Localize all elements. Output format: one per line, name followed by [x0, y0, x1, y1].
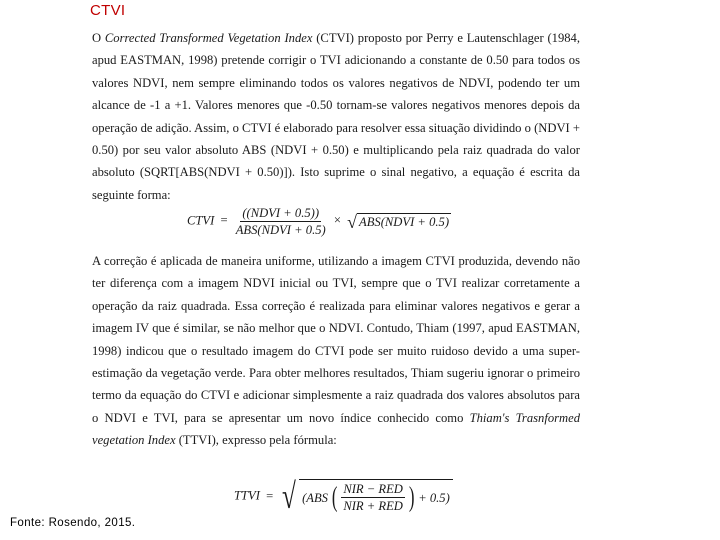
ctvi-eq-sqrt — [347, 213, 451, 231]
sqrt-icon: √ — [347, 211, 358, 232]
ctvi-eq-fraction — [234, 206, 328, 237]
p1-start: O — [92, 31, 105, 45]
p2-italic-term: Thiam's Trasnformed vegetation Index — [92, 410, 580, 448]
ttvi-eq-sqrt — [279, 478, 452, 514]
ttvi-eq-plus: + 0.5) — [418, 490, 450, 505]
ctvi-eq-equals: = — [220, 213, 228, 228]
right-paren-icon: ) — [408, 481, 415, 513]
ttvi-eq-lhs: TTVI — [234, 488, 260, 503]
ttvi-eq-fraction — [341, 482, 405, 513]
paragraph-ctvi-intro — [92, 27, 580, 206]
paragraph-ttvi — [92, 250, 580, 452]
p2-end: (TTVI), expresso pela fórmula: — [175, 433, 337, 448]
ttvi-eq-equals: = — [266, 488, 274, 503]
ttvi-eq-radicand — [299, 479, 453, 513]
p1-italic-term: Corrected Transformed Vegetation Index — [104, 31, 313, 45]
ctvi-equation — [187, 206, 451, 237]
p2-start: A correção é aplicada de maneira uniforme, utilizando a imagem CTVI produzida, devendo não ter diferença com a imagem NDVI inicial ou TVI, sempre que o TVI realizar corretamente a operação da raiz quadrada. Essa correção é realizada para eliminar valores negativos e gerar a imagem IV que é similar, se não melhor que o NDVI. Contudo, Thiam (1997, apud EASTMAN, 1998) indicou que o resultado imagem do CTVI pode ser muito ruidoso devido a uma super-estimação da vegetação verde. Para obter melhores resultados, Thiam sugeriu ignorar o primeiro termo da equação do CTVI e adicionar simplesmente a raiz quadrada dos valores absolutos para o NDVI e TVI, para se apresentar um novo índice conhecido como — [92, 254, 580, 425]
document-text-2 — [92, 250, 580, 452]
ctvi-eq-numerator: ((NDVI + 0.5)) — [242, 206, 320, 220]
left-paren-icon: ( — [331, 481, 338, 513]
ttvi-eq-denominator: NIR + RED — [343, 499, 403, 513]
p1-rest: (CTVI) proposto por Perry e Lautenschlager (1984, apud EASTMAN, 1998) pretende corrigir o TVI adicionando a constante de 0.50 para todos os valores NDVI, nem sempre eliminando todos os valores negativos de NDVI, podendo ter um alcance de -1 a +1. Valores menores que -0.50 tornam-se valores negativos menores depois da operação de adição. Assim, o CTVI é elaborado para resolver essa situação dividindo o (NDVI + 0.50) por seu valor absoluto ABS (NDVI + 0.50) e multiplicando pela raiz quadrada do valor absoluto (SQRT[ABS(NDVI + 0.50)]). Isto suprime o sinal negativo, a equação é escrita da seguinte forma: — [92, 31, 580, 202]
slide-title: CTVI — [90, 2, 126, 19]
ttvi-eq-abs-open: (ABS — [302, 490, 328, 505]
ttvi-eq-numerator: NIR − RED — [343, 482, 403, 496]
ctvi-eq-times: × — [333, 213, 341, 228]
ttvi-equation — [234, 478, 453, 514]
ctvi-eq-radicand: ABS(NDVI + 0.5) — [359, 215, 450, 229]
source-caption: Fonte: Rosendo, 2015. — [10, 517, 136, 529]
ctvi-eq-lhs: CTVI — [187, 213, 215, 228]
ctvi-eq-denominator: ABS(NDVI + 0.5) — [235, 223, 326, 237]
large-sqrt-icon: √ — [282, 476, 297, 516]
document-text — [92, 27, 580, 206]
